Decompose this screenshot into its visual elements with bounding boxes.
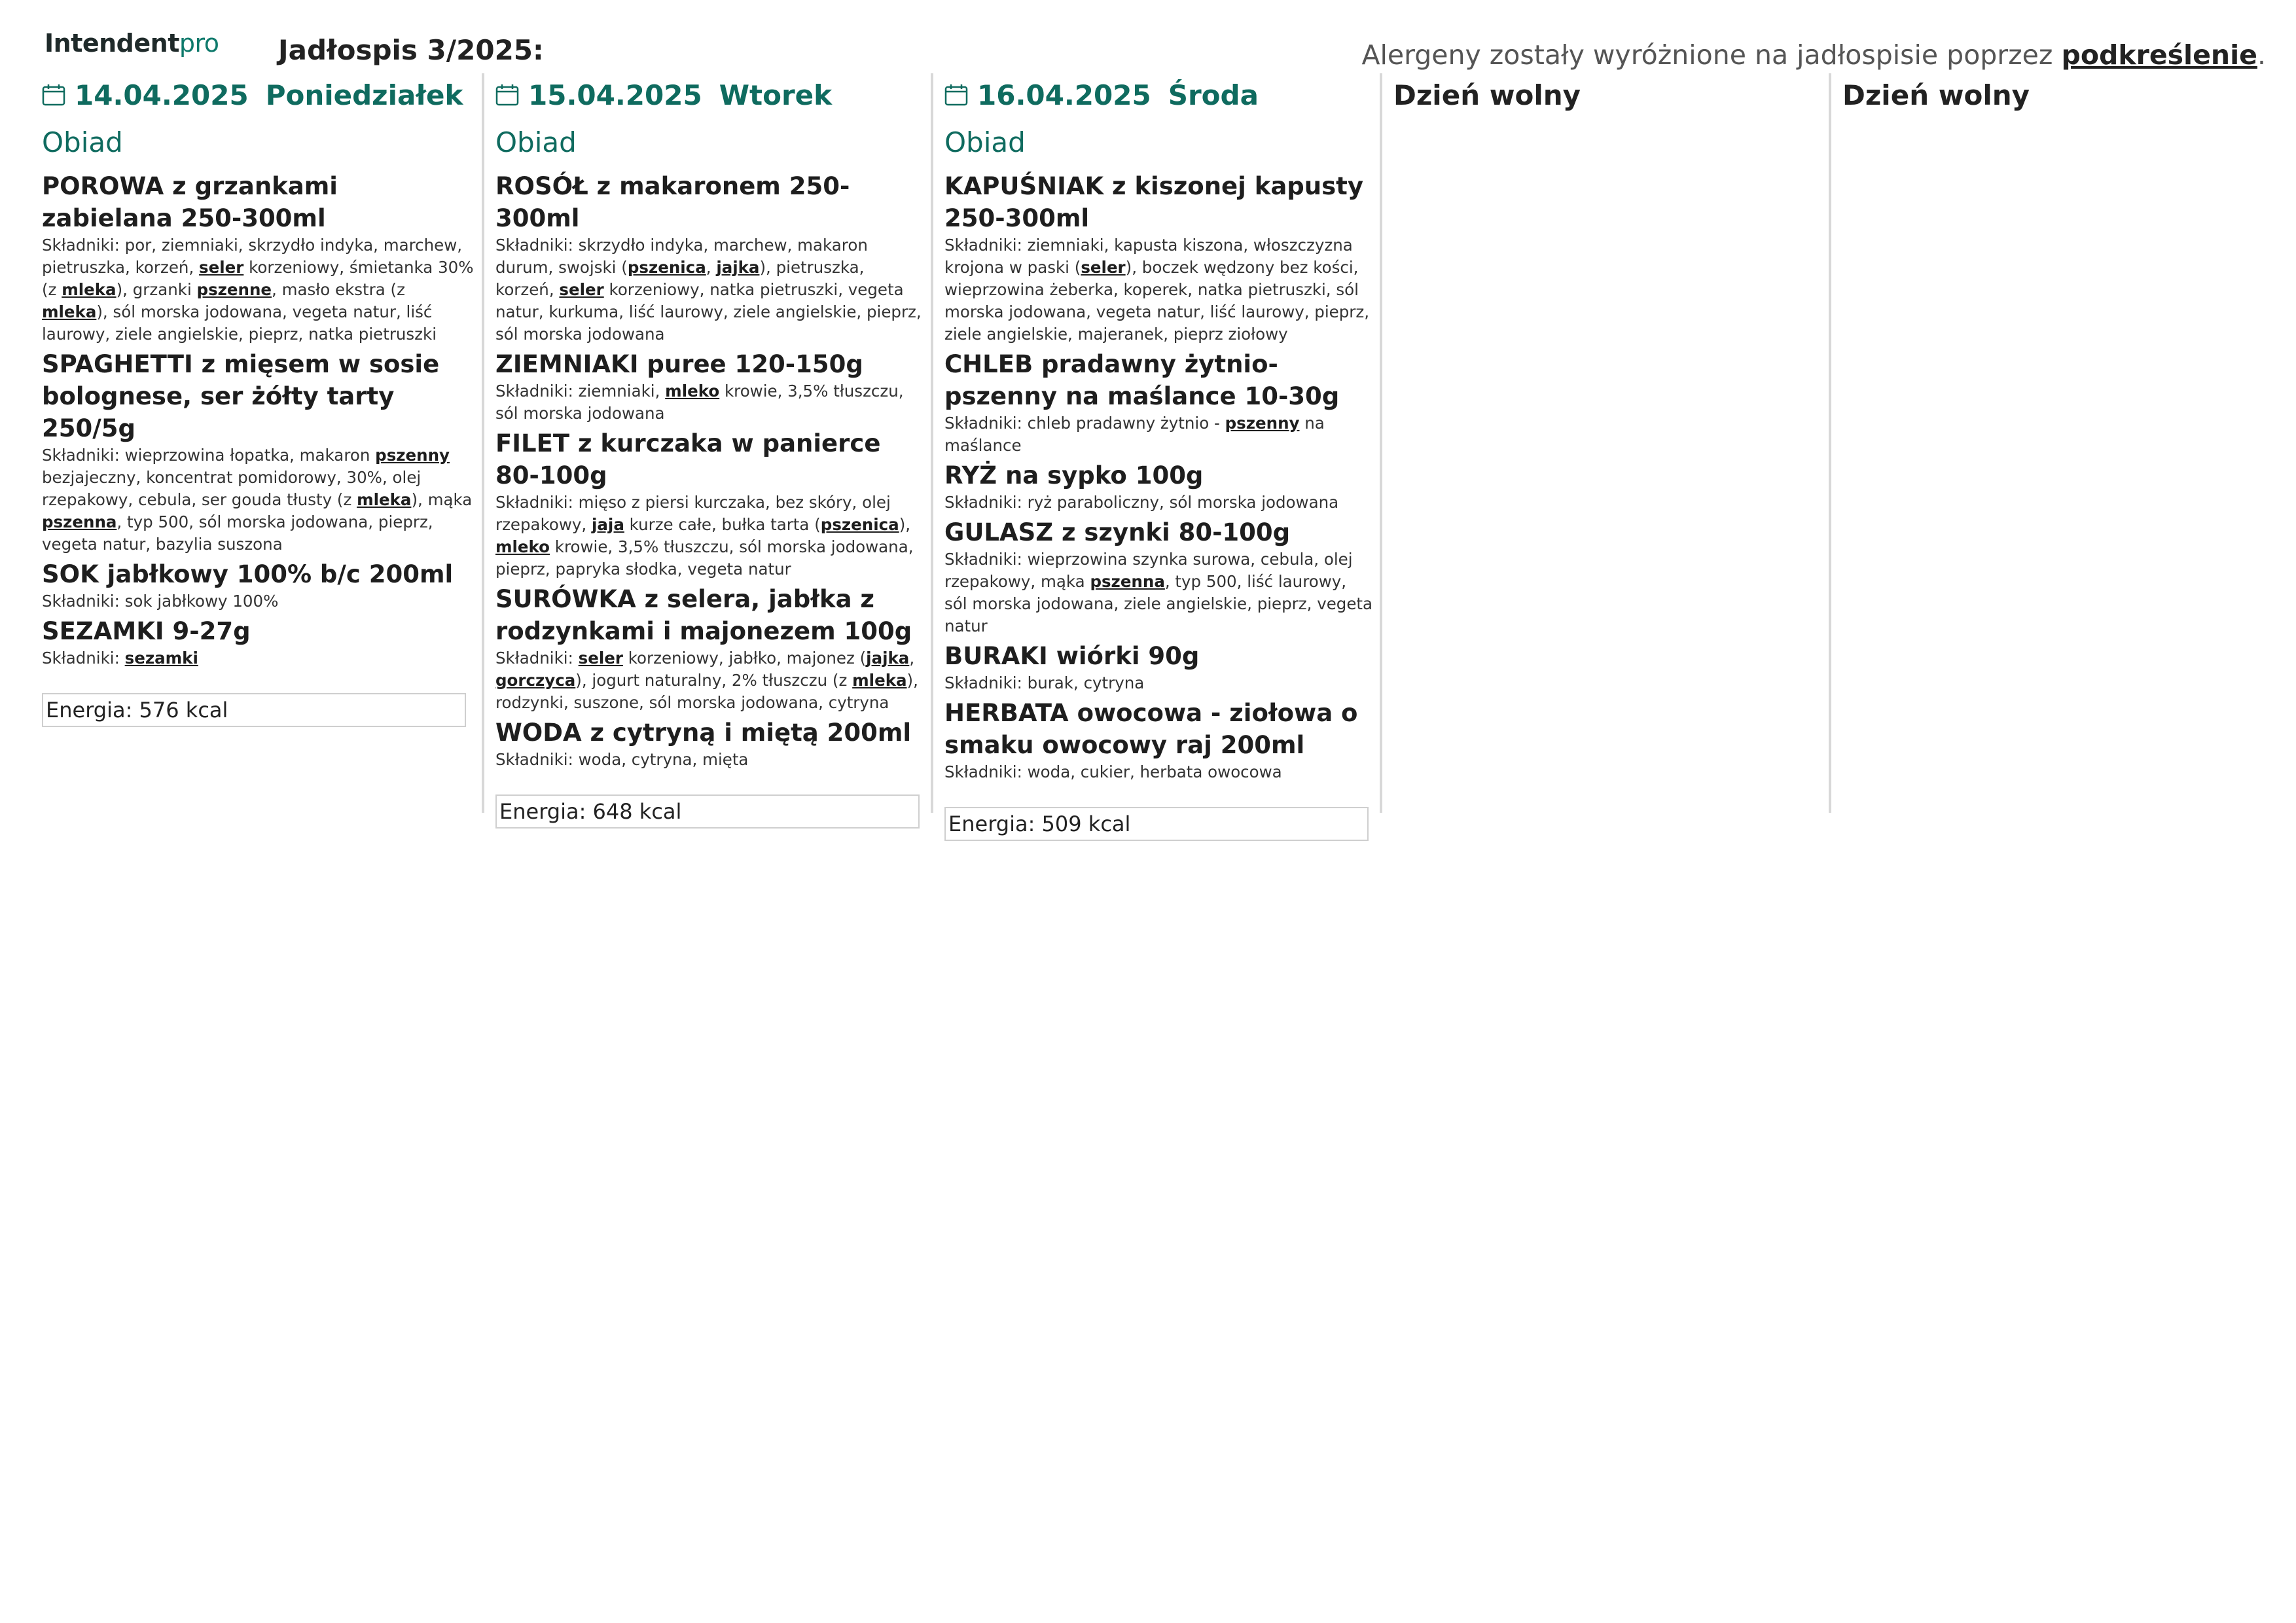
dish-ingredients: Składniki: sok jabłkowy 100% [42, 592, 279, 611]
dish-ingredients: Składniki: chleb pradawny żytnio - pszenny na maślance [944, 414, 1325, 455]
page-title: Jadłospis 3/2025: [278, 34, 544, 66]
dish-name: SEZAMKI 9-27g [42, 617, 251, 645]
calendar-icon [495, 84, 519, 106]
meal-label: Obiad [495, 126, 577, 158]
day-header [1842, 76, 2271, 114]
meal-label: Obiad [42, 126, 123, 158]
brand-suffix: pro [179, 29, 219, 58]
day-name: Wtorek [719, 79, 833, 111]
allergen-legend [1361, 39, 2266, 71]
dish-ingredients: Składniki: skrzydło indyka, marchew, makaron durum, swojski (pszenica, jajka), pietruszka, korzeń, seler korzeniowy, natka pietruszki, vegeta natur, kurkuma, liść laurowy, ziele angielskie, pieprz, sól morska jodowana [495, 236, 922, 344]
dish-name: BURAKI wiórki 90g [944, 642, 1200, 670]
meal-label: Obiad [944, 126, 1026, 158]
legend-text: Alergeny zostały wyróżnione na jadłospisie poprzez [1361, 39, 2062, 71]
day-header [1393, 76, 1822, 114]
legend-end: . [2257, 39, 2266, 71]
allergen: pszenne [196, 280, 272, 299]
allergen: jajka [716, 258, 760, 277]
dish-name: SOK jabłkowy 100% b/c 200ml [42, 560, 454, 588]
dish-ingredients: Składniki: ryż paraboliczny, sól morska jodowana [944, 493, 1339, 512]
dish-ingredients: Składniki: wieprzowina szynka surowa, cebula, olej rzepakowy, mąka pszenna, typ 500, liść laurowy, sól morska jodowana, ziele angielskie, pieprz, vegeta natur [944, 550, 1373, 635]
allergen: seler [1081, 258, 1126, 277]
dish-ingredients: Składniki: sezamki [42, 649, 198, 668]
energy-box: Energia: 576 kcal [42, 693, 466, 727]
dish-name: SURÓWKA z selera, jabłka z rodzynkami i majonezem 100g [495, 585, 912, 645]
day-column [482, 73, 931, 824]
allergen: pszenna [1090, 572, 1165, 591]
allergen: seler [559, 280, 604, 299]
dish-name: FILET z kurczaka w panierce 80-100g [495, 429, 881, 490]
dish-name: HERBATA owocowa - ziołowa o smaku owocowy raj 200ml [944, 699, 1358, 759]
dish-ingredients: Składniki: por, ziemniaki, skrzydło indyka, marchew, pietruszka, korzeń, seler korzeniowy, śmietanka 30% (z mleka), grzanki pszenne, masło ekstra (z mleka), sól morska jodowana, vegeta natur, liść laurowy, ziele angielskie, pieprz, natka pietruszki [42, 236, 474, 344]
allergen: seler [199, 258, 244, 277]
dish-name: ZIEMNIAKI puree 120-150g [495, 350, 863, 378]
allergen: mleka [62, 280, 117, 299]
allergen: pszenny [1225, 414, 1300, 433]
day-column [42, 73, 482, 813]
legend-highlight: podkreślenie [2061, 39, 2257, 71]
brand-name: Intendent [45, 29, 179, 58]
day-header [495, 76, 924, 114]
allergen: mleka [357, 490, 412, 509]
allergen: mleko [665, 382, 720, 401]
calendar-icon [42, 84, 65, 106]
allergen: seler [578, 649, 623, 668]
dish-ingredients: Składniki: mięso z piersi kurczaka, bez skóry, olej rzepakowy, jaja kurze całe, bułka tarta (pszenica), mleko krowie, 3,5% tłuszczu, sól morska jodowana, pieprz, papryka słodka, vegeta natur [495, 493, 914, 579]
day-off-label: Dzień wolny [1393, 79, 1581, 111]
menu-columns [42, 73, 2263, 836]
day-column [1380, 73, 1829, 813]
allergen: pszenna [42, 512, 117, 531]
allergen: pszenny [375, 446, 450, 465]
calendar-icon [944, 84, 968, 106]
brand-logo [45, 29, 219, 58]
dish-ingredients: Składniki: wieprzowina łopatka, makaron pszenny bezjajeczny, koncentrat pomidorowy, 30%, olej rzepakowy, cebula, ser gouda tłusty (z mleka), mąka pszenna, typ 500, sól morska jodowana, pieprz, vegeta natur, bazylia suszona [42, 446, 473, 554]
allergen: mleka [852, 671, 907, 690]
dish-ingredients: Składniki: ziemniaki, kapusta kiszona, włoszczyzna krojona w paski (seler), boczek wędzony bez kości, wieprzowina żeberka, koperek, natka pietruszki, sól morska jodowana, vegeta natur, liść laurowy, pieprz, ziele angielskie, majeranek, pieprz ziołowy [944, 236, 1370, 344]
day-column [931, 73, 1380, 836]
day-header [944, 76, 1373, 114]
energy-box: Energia: 648 kcal [495, 794, 920, 829]
dish-name: POROWA z grzankami zabielana 250-300ml [42, 172, 338, 232]
allergen: pszenica [820, 515, 899, 534]
allergen: pszenica [627, 258, 706, 277]
dish-name: CHLEB pradawny żytnio- pszenny na maślance 10-30g [944, 350, 1340, 410]
dish-ingredients: Składniki: ziemniaki, mleko krowie, 3,5% tłuszczu, sól morska jodowana [495, 382, 904, 423]
energy-box: Energia: 509 kcal [944, 807, 1369, 841]
dish-ingredients: Składniki: woda, cytryna, mięta [495, 750, 749, 769]
dish-name: GULASZ z szynki 80-100g [944, 518, 1291, 546]
allergen: gorczyca [495, 671, 576, 690]
allergen: mleka [42, 302, 97, 321]
dish-ingredients: Składniki: burak, cytryna [944, 673, 1145, 692]
day-off-label: Dzień wolny [1842, 79, 2030, 111]
allergen: sezamki [124, 649, 198, 668]
allergen: mleko [495, 537, 550, 556]
day-date: 14.04.2025 [75, 79, 249, 111]
day-name: Środa [1168, 79, 1259, 111]
dish-ingredients: Składniki: seler korzeniowy, jabłko, majonez (jajka, gorczyca), jogurt naturalny, 2% tłuszczu (z mleka), rodzynki, suszone, sól morska jodowana, cytryna [495, 649, 918, 712]
dish-name: SPAGHETTI z mięsem w sosie bolognese, ser żółty tarty 250/5g [42, 350, 440, 442]
day-date: 16.04.2025 [977, 79, 1151, 111]
dish-name: KAPUŚNIAK z kiszonej kapusty 250-300ml [944, 172, 1363, 232]
allergen: jaja [592, 515, 624, 534]
dish-name: WODA z cytryną i miętą 200ml [495, 719, 912, 747]
day-header [42, 76, 475, 114]
dish-ingredients: Składniki: woda, cukier, herbata owocowa [944, 762, 1282, 781]
day-column [1829, 73, 2278, 813]
dish-name: ROSÓŁ z makaronem 250-300ml [495, 172, 850, 232]
day-name: Poniedziałek [265, 79, 463, 111]
allergen: jajka [866, 649, 910, 668]
day-date: 15.04.2025 [528, 79, 702, 111]
dish-name: RYŻ na sypko 100g [944, 461, 1204, 490]
